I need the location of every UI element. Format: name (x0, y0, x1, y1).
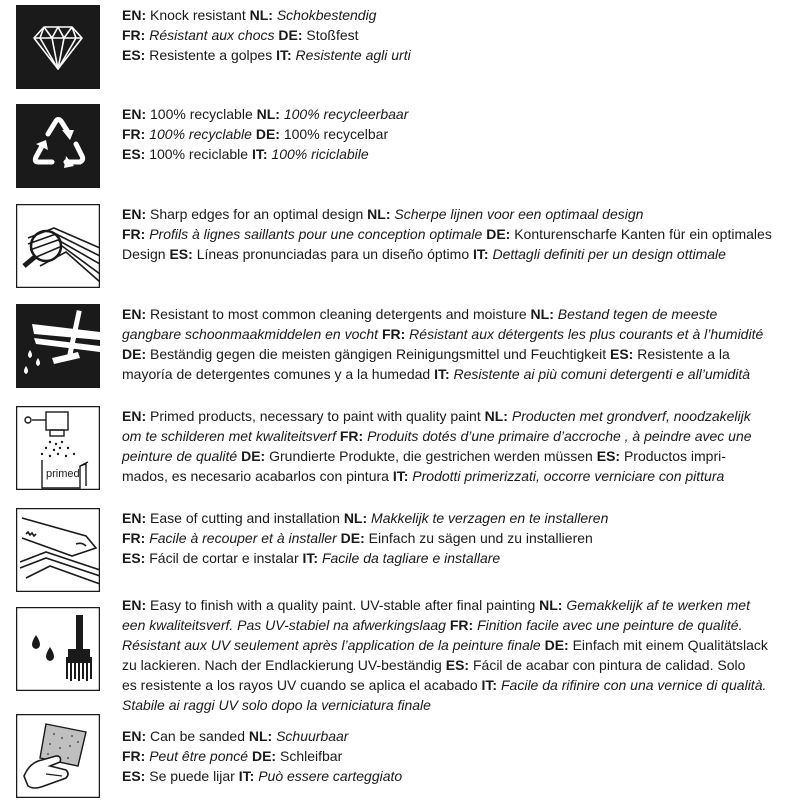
text-line (122, 204, 794, 224)
language-code: ES: (122, 550, 146, 566)
text-line (122, 635, 794, 655)
translation-text: Schleifbar (276, 748, 343, 764)
language-code: DE: (255, 126, 280, 142)
language-code: DE: (122, 346, 147, 362)
translation-text: Design (122, 246, 170, 262)
language-code: IT: (473, 246, 489, 262)
translation-text: Grundierte Produkte, die gestrichen werden müssen (265, 448, 597, 464)
translation-text: Bestand tegen de meeste (553, 306, 718, 322)
translation-text: Résistant aux chocs (145, 27, 279, 43)
language-code: IT: (251, 146, 268, 162)
translation-text: Stabile ai raggi UV solo dopo la verniciatura finale (122, 697, 431, 713)
language-code: ES: (122, 146, 146, 162)
translation-text: Dettagli definiti per un design ottimale (488, 246, 726, 262)
language-code: FR: (122, 530, 146, 546)
text-line (122, 224, 794, 244)
text-line (122, 45, 794, 65)
translation-text: es resistente a los rayos UV cuando se aplica el acabado (122, 677, 482, 693)
translation-text: Se puede lijar (145, 768, 239, 784)
translation-text: 100% riciclabile (267, 146, 369, 162)
translation-text: Resistente a golpes (145, 47, 277, 63)
text-line (122, 655, 794, 675)
language-code: DE: (544, 637, 569, 653)
translation-text: Productos impri- (620, 448, 726, 464)
diamond-icon (16, 5, 100, 89)
language-code: IT: (392, 468, 409, 484)
language-code: NL: (256, 106, 280, 122)
language-code: FR: (449, 617, 474, 633)
text-line (122, 244, 794, 264)
translation-text: Stoßfest (302, 27, 359, 43)
translation-text: Prodotti primerizzati, occorre verniciare con pittura (408, 468, 725, 484)
translation-text: Fácil de cortar e instalar (145, 550, 303, 566)
language-code: DE: (278, 27, 303, 43)
translation-text: Facile da tagliare e installare (318, 550, 501, 566)
translation-text: Profils à lignes saillants pour une conception optimale (145, 226, 487, 242)
translation-text: 100% recycleerbaar (279, 106, 409, 122)
language-code: DE: (486, 226, 511, 242)
translation-text: Resistente ai più comuni detergenti e all’umidità (449, 366, 751, 382)
translation-text: gangbare schoonmaakmiddelen en vocht (122, 326, 382, 342)
language-code: IT: (238, 768, 255, 784)
translation-text: Produits dotés d’une primaire d’accroche , à peindre avec une (363, 428, 752, 444)
translation-text: Einfach mit einem Qualitätslack (568, 637, 768, 653)
text-line (122, 406, 794, 426)
translation-text: Beständig gegen die meisten gängigen Reinigungsmittel und Feuchtigkeit (146, 346, 610, 362)
translation-text: om te schilderen met kwaliteitsverf (122, 428, 340, 444)
translation-text: mados, es necesario acabarlos con pintura (122, 468, 393, 484)
translation-text: Fácil de acabar con pintura de calidad. Solo (469, 657, 746, 673)
text-line (122, 324, 794, 344)
text-line (122, 364, 794, 384)
translation-text: 100% recyclable (146, 106, 257, 122)
translation-text: Schokbestendig (272, 7, 377, 23)
translation-text: Sharp edges for an optimal design (146, 206, 368, 222)
translation-text: Einfach zu sägen und zu installieren (364, 530, 593, 546)
language-code: NL: (343, 510, 368, 526)
text-line (122, 746, 794, 766)
text-line (122, 615, 794, 635)
language-code: NL: (248, 728, 273, 744)
language-code: FR: (122, 748, 146, 764)
feature-text (122, 104, 794, 164)
language-code: FR: (122, 27, 146, 43)
language-code: FR: (122, 226, 146, 242)
translation-text: mayoría de detergentes comunes y a la humedad (122, 366, 435, 382)
feature-text (122, 304, 794, 384)
cleaning-mop-icon (16, 304, 100, 388)
sharp-edges-icon (16, 204, 100, 288)
language-code: EN: (122, 206, 147, 222)
feature-text (122, 406, 794, 486)
translation-text: Peut être poncé (145, 748, 252, 764)
language-code: IT: (302, 550, 319, 566)
text-line (122, 726, 794, 746)
translation-text: Konturenscharfe Kanten für ein optimales (510, 226, 772, 242)
text-line (122, 548, 794, 568)
language-code: NL: (530, 306, 554, 322)
language-code: FR: (381, 326, 406, 342)
language-code: ES: (609, 346, 634, 362)
translation-text: Può essere carteggiato (254, 768, 403, 784)
translation-text: Résistant aux détergents les plus courants et à l’humidité (405, 326, 764, 342)
sanding-hand-icon (16, 714, 100, 798)
translation-text: 100% recycelbar (279, 126, 389, 142)
translation-text: zu lackieren. Nach der Endlackierung UV-beständig (122, 657, 446, 673)
text-line (122, 528, 794, 548)
recycle-icon (16, 104, 100, 188)
translation-text: 100% recyclable (145, 126, 256, 142)
text-line (122, 144, 794, 164)
language-code: FR: (339, 428, 364, 444)
feature-text (122, 595, 794, 715)
text-line (122, 426, 794, 446)
language-code: FR: (122, 126, 146, 142)
paint-brush-icon (16, 607, 100, 691)
text-line (122, 766, 794, 786)
translation-text: Resistente agli urti (291, 47, 411, 63)
translation-text: Ease of cutting and installation (146, 510, 344, 526)
translation-text: Resistente a la (633, 346, 730, 362)
translation-text: Easy to finish with a quality paint. UV-stable after final painting (146, 597, 540, 613)
translation-text: Gemakkelijk af te werken met (562, 597, 750, 613)
text-line (122, 595, 794, 615)
icon-caption: primed (46, 468, 80, 480)
language-code: EN: (122, 597, 147, 613)
translation-text: Primed products, necessary to paint with quality paint (146, 408, 485, 424)
translation-text: Makkelijk te verzagen en te installeren (367, 510, 609, 526)
primed-spray-icon (16, 406, 100, 490)
translation-text: peinture de qualité (122, 448, 242, 464)
translation-text: Producten met grondverf, noodzakelijk (507, 408, 751, 424)
text-line (122, 344, 794, 364)
saw-cutting-icon (16, 508, 100, 592)
language-code: IT: (276, 47, 292, 63)
translation-text: Can be sanded (146, 728, 249, 744)
translation-text: Schuurbaar (272, 728, 349, 744)
translation-text: Finition facile avec une peinture de qualité. (473, 617, 743, 633)
language-code: EN: (122, 306, 147, 322)
translation-text: Knock resistant (146, 7, 250, 23)
language-code: IT: (434, 366, 450, 382)
text-line (122, 124, 794, 144)
language-code: ES: (169, 246, 193, 262)
language-code: DE: (241, 448, 266, 464)
language-code: NL: (484, 408, 508, 424)
translation-text: Scherpe lijnen voor een optimaal design (390, 206, 644, 222)
language-code: EN: (122, 106, 147, 122)
language-code: ES: (122, 47, 146, 63)
language-code: IT: (481, 677, 498, 693)
translation-text: een kwaliteitsverf. Pas UV-stabiel na afwerkingslaag (122, 617, 450, 633)
language-code: EN: (122, 408, 147, 424)
language-code: ES: (596, 448, 621, 464)
language-code: NL: (367, 206, 391, 222)
translation-text: Líneas pronunciadas para un diseño óptimo (192, 246, 474, 262)
text-line (122, 675, 794, 695)
feature-text (122, 5, 794, 65)
translation-text: Facile à recouper et à installer (145, 530, 341, 546)
text-line (122, 104, 794, 124)
feature-text (122, 508, 794, 568)
text-line (122, 25, 794, 45)
translation-text: 100% reciclable (145, 146, 252, 162)
text-line (122, 304, 794, 324)
text-line (122, 466, 794, 486)
translation-text: Résistant aux UV seulement après l’application de la peinture finale (122, 637, 545, 653)
language-code: ES: (445, 657, 470, 673)
translation-text: Resistant to most common cleaning detergents and moisture (146, 306, 531, 322)
feature-text (122, 726, 794, 786)
language-code: NL: (539, 597, 563, 613)
language-code: ES: (122, 768, 146, 784)
text-line (122, 5, 794, 25)
text-line (122, 695, 794, 715)
text-line (122, 508, 794, 528)
text-line (122, 446, 794, 466)
language-code: DE: (251, 748, 277, 764)
language-code: EN: (122, 728, 147, 744)
language-code: EN: (122, 510, 147, 526)
language-code: DE: (340, 530, 365, 546)
feature-text (122, 204, 794, 264)
language-code: NL: (249, 7, 273, 23)
translation-text: Facile da rifinire con una vernice di qualità. (497, 677, 767, 693)
language-code: EN: (122, 7, 147, 23)
